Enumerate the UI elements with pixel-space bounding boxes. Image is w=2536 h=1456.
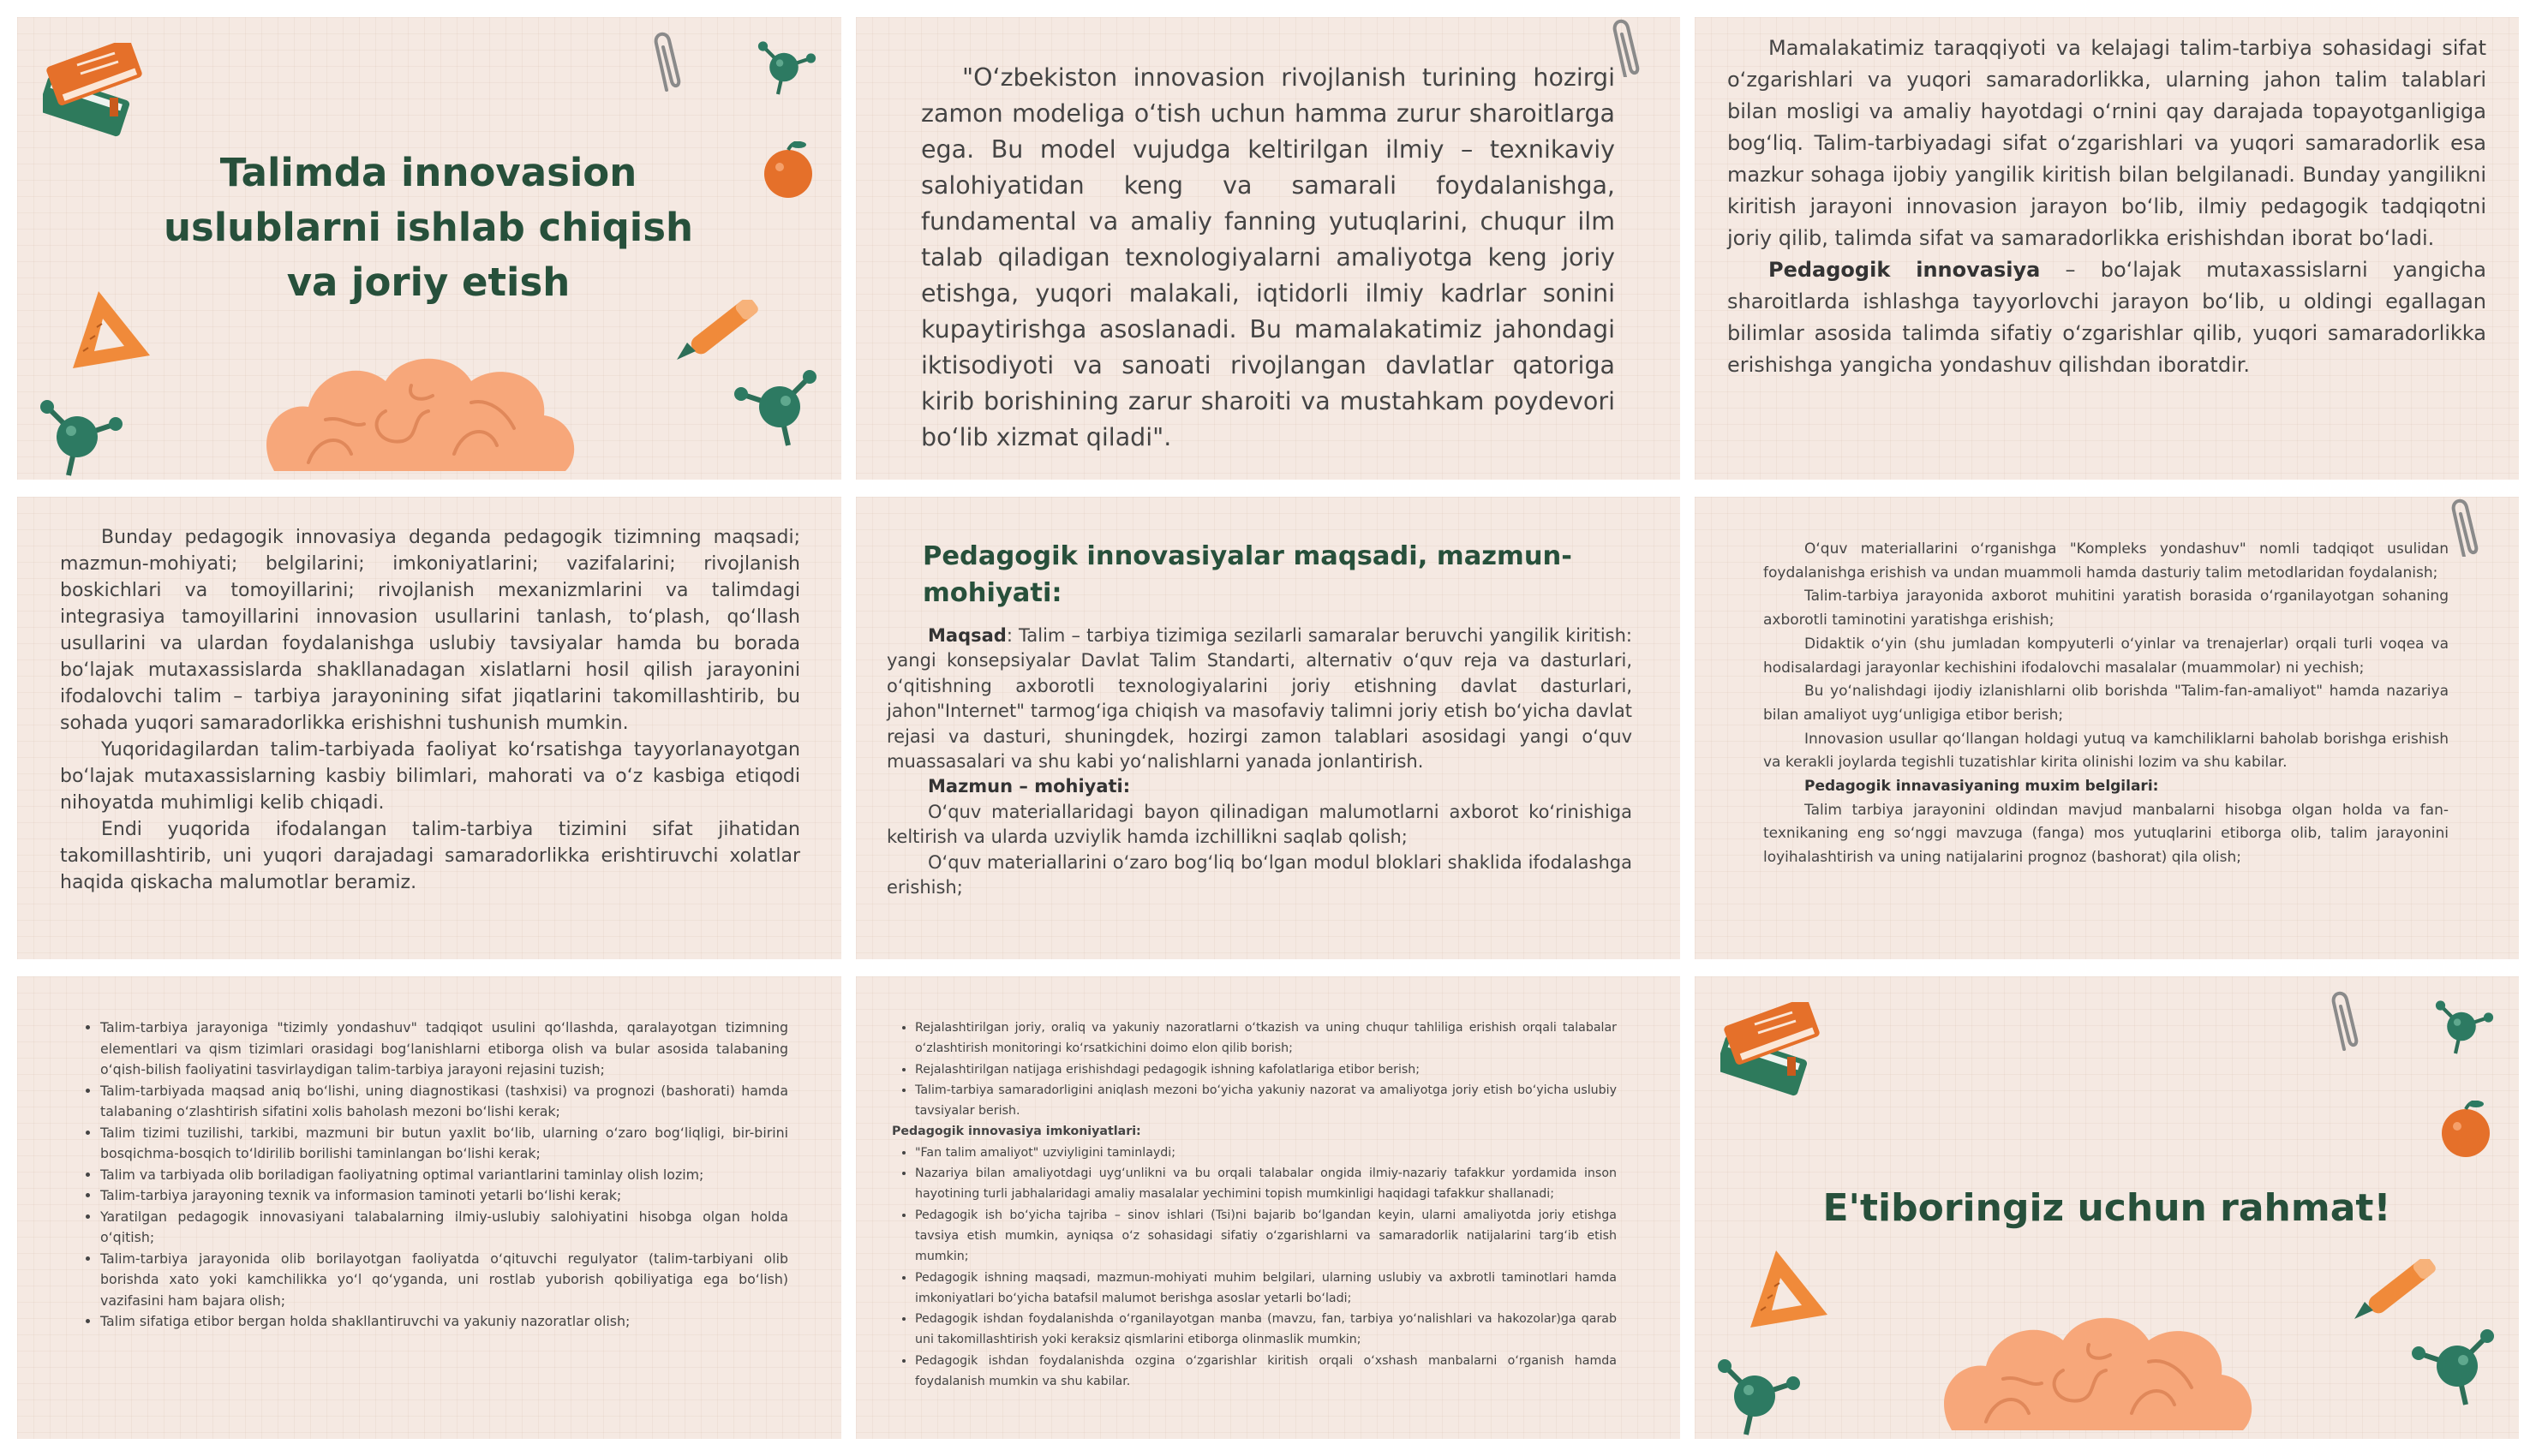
paragraph: Yuqoridagilardan talim-tarbiyada faoliyat ko‘rsatishga tayyorlanayotgan bo‘lajak mutaxassislarning kasbiy bilimlari, mahorati va o‘z kasbiga etiqodi nihoyatda muhimligi kelib chiqadi. bbox=[60, 739, 800, 814]
paragraph: Innovasion usullar qo‘llangan holdagi yutuq va kamchiliklarni baholab borishga erishish va kerakli joylarda tegishli tuzatishlar kirita olinishi lozim va shu kabilar. bbox=[1763, 730, 2449, 772]
list-item: • Pedagogik ishning maqsadi, mazmun-mohiyati muhim belgilari, ularning uslubiy va axbrotli taminotlari hamda imkoniyatlari bo‘yicha batafsil malumot berishga asoslar yetarli bo‘ladi; bbox=[915, 1268, 1617, 1310]
list-item: • Rejalashtirilgan joriy, oraliq va yakuniy nazoratlarni o‘tkazish va uning chuqur tahliliga erishish orqali talabalar o‘zlashtirish monitoringi ko‘rsatkichini doimo elon qilib borish; bbox=[915, 1017, 1617, 1059]
slide-quote bbox=[856, 17, 1680, 480]
molecule-icon bbox=[728, 360, 840, 462]
section-heading: Pedagogik innovasiya imkoniyatlari: bbox=[892, 1125, 1141, 1139]
bullet-list bbox=[77, 1017, 788, 1333]
list-item: • Talim-tarbiya jarayoning texnik va informasion taminoti yetarli bo‘lishi kerak; bbox=[100, 1185, 788, 1207]
ruler-icon bbox=[1742, 1250, 1853, 1345]
text-block bbox=[1727, 33, 2486, 381]
quote-text: "O‘zbekiston innovasion rivojlanish turining hozirgi zamon modeliga o‘tish uchun hamma zurur sharoitlarga ega. Bu model vujudga keltirilgan ilmiy – texnikaviy salohiyatidan keng va samarali foydalanishga, fundamental va amaliy fanning yutuqlarini, chuqur ilm talab qiladigan texnologiyalarni amaliyotga keng joriy etishga, yuqori malakali, iqtidorli ilmiy kadrlar sonini kupaytirishga asoslanadi. Bu mamalakatimiz jahondagi iktisodiyoti va sanoati rivojlangan davlatlar qatoriga kirib borishining zarur sharoiti va mustahkam poydevori bo‘lib xizmat qiladi". bbox=[921, 63, 1615, 451]
bold-term: Maqsad bbox=[928, 625, 1007, 646]
paragraph: Talim-tarbiya jarayonida axborot muhitini yaratish borasida o‘rganilayotgan sohaning axborotli taminotini yaratishga erishish; bbox=[1763, 588, 2449, 630]
text-block bbox=[1763, 538, 2449, 870]
bullet-list bbox=[892, 1017, 1617, 1121]
list-item: • Pedagogik ishdan foydalanishda ozgina o‘zgarishlar kiritish orqali o‘xshash manbalarni o‘rganish hamda foydalanish mumkin va shu kabilar. bbox=[915, 1351, 1617, 1393]
slide-innovation-intro bbox=[1695, 17, 2519, 480]
paragraph: Didaktik o‘yin (shu jumladan kompyuterli o‘yinlar va trenajerlar) orqali turli voqea va hodisalardagi jarayonlar kechishini ifodalovchi masalalar (muammolar) ni yechish; bbox=[1763, 635, 2449, 677]
books-icon bbox=[1720, 1002, 1840, 1096]
slide-thanks bbox=[1695, 976, 2519, 1439]
paragraph bbox=[1763, 775, 2449, 799]
slide-goals bbox=[856, 497, 1680, 959]
bold-term: Pedagogik innovasiya bbox=[1768, 258, 2041, 282]
thanks-title: E'tiboringiz uchun rahmat! bbox=[1822, 1186, 2391, 1230]
bold-term: Mazmun – mohiyati: bbox=[928, 776, 1131, 797]
molecule-icon bbox=[2406, 1319, 2517, 1422]
paragraph: Endi yuqorida ifodalangan talim-tarbiya tizimini sifat jihatidan takomillashtirib, uni yuqori darajadagi samaradorlikka erishtiruvchi xolatlar haqida qiskacha malumotlar beramiz. bbox=[60, 819, 800, 893]
paperclip-icon bbox=[2449, 497, 2491, 557]
text-block bbox=[887, 538, 1632, 900]
slide-methods bbox=[1695, 497, 2519, 959]
text-block bbox=[60, 524, 800, 896]
slide-title bbox=[17, 17, 841, 480]
list-item: • Talim tizimi tuzilishi, tarkibi, mazmuni bir butun yaxlit bo‘lib, ularning o‘zaro bog‘liqligi, bir-birini bosqichma-bosqich to‘ldirilib borilishi taminlangan bo‘lishi kerak; bbox=[100, 1123, 788, 1165]
list-item: • "Fan talim amaliyot" uzviyligini taminlaydi; bbox=[915, 1143, 1617, 1163]
molecule-icon bbox=[754, 34, 840, 120]
list-item: • Pedagogik ishdan foydalanishda o‘rganilayotgan manba (mavzu, fan, tarbiya yo‘nalishlari va hakozolar)ga qarab uni takomillashtirish yoki keraksiz qismlarini etiborga olinmaslik mumkin; bbox=[915, 1309, 1617, 1351]
paperclip-icon bbox=[2329, 989, 2372, 1066]
paragraph-rest: – bo‘lajak mutaxassislarni yangicha sharoitlarda ishlashga tayyorlovchi jarayon bo‘lib, u oldingi egallagan bilimlar asosida talimda sifatiy o‘zgarishlar qilib, yuqori samaradorlikka erishishga yangicha yondashuv qilishdan iboratdir. bbox=[1727, 258, 2487, 377]
slide-requirements bbox=[17, 976, 841, 1439]
text-block bbox=[892, 1017, 1617, 1392]
paragraph: O‘quv materiallarini o‘rganishga "Kompleks yondashuv" nomli tadqiqot usulidan foydalanishga erishish va undan muammoli hamda dasturiy talim metodlaridan foydalanish; bbox=[1763, 540, 2449, 582]
apple-icon bbox=[2440, 1101, 2500, 1169]
bold-term: Pedagogik innavasiyaning muxim belgilari: bbox=[1804, 778, 2159, 796]
list-item: • Talim-tarbiya samaradorligini aniqlash mezoni bo‘yicha yakuniy nazorat va amaliyotga joriy etish bo‘yicha uslubiy tavsiyalar berish. bbox=[915, 1080, 1617, 1122]
paragraph: O‘quv materiallarini o‘zaro bog‘liq bo‘lgan modul bloklari shaklida ifodalashga erishish; bbox=[887, 851, 1632, 898]
paperclip-icon bbox=[1610, 17, 1653, 77]
books-icon bbox=[43, 43, 163, 137]
list-item: • Talim sifatiga etibor bergan holda shakllantiruvchi va yakuniy nazoratlar olish; bbox=[100, 1311, 788, 1333]
page-title: Talimda innovasion uslublarni ishlab chiqish va joriy etish bbox=[163, 150, 694, 305]
paragraph bbox=[887, 774, 1632, 799]
apple-icon bbox=[763, 141, 822, 210]
list-item: • Rejalashtirilgan natijaga erishishdagi pedagogik ishning kafolatlariga etibor berish; bbox=[915, 1059, 1617, 1080]
list-item: • Talim-tarbiyada maqsad aniq bo‘lishi, uning diagnostikasi (tashxisi) va prognozi (bashorati) hamda talabaning o‘zlashtirish sifatini xolis baholash mezoni bo‘lishi kerak; bbox=[100, 1081, 788, 1123]
section-heading: Pedagogik innovasiyalar maqsadi, mazmun-mohiyati: bbox=[923, 541, 1572, 608]
brain-icon bbox=[1935, 1293, 2260, 1439]
paragraph: O‘quv materiallaridagi bayon qilinadigan malumotlarni axborot ko‘rinishiga keltirish va ularda uzviylik hamda izchillikni saqlab qolish; bbox=[887, 801, 1632, 848]
paragraph: Talim tarbiya jarayonini oldindan mavjud manbalarni hisobga olgan holda va fan-texnikaning eng so‘nggi mavzuga (fanga) mos yutuqlarini etiborga olib, talim jarayonini loyihalashtirish va uning natijalarini prognoz (bashorat) qila olish; bbox=[1763, 801, 2449, 867]
list-item: • Talim-tarbiya jarayonida olib borilayotgan faoliyatda o‘qituvchi regulyator (talim-tarbiyani olib borishda xato yoki kamchilikka yo‘l qo‘yganda, uni rostlab yuborish qobiliyatiga ega bo‘lish) vazifasini ham bajara olish; bbox=[100, 1249, 788, 1312]
slide-pedagogical-innovation bbox=[17, 497, 841, 959]
molecule-icon bbox=[1712, 1349, 1815, 1439]
text-block bbox=[77, 1017, 788, 1333]
slide-possibilities bbox=[856, 976, 1680, 1439]
list-item: • Pedagogik ish bo‘yicha tajriba – sinov ishlari (Tsi)ni bajarib bo‘lgandan keyin, ularni amaliyotda joriy etishga tavsiya etish mumkin, ayniqsa o‘z sohasidagi sifatiy o‘zgarishlarni va samaradorlik natijalarini targ‘ib etish mumkin; bbox=[915, 1205, 1617, 1268]
paragraph: Bunday pedagogik innovasiya deganda pedagogik tizimning maqsadi; mazmun-mohiyati; belgilarini; imkoniyatlarini; vazifalarini; rivojlanish boskichlari va tomoyillarini; rivojlanish mexanizmlarini va talimdagi integrasiya tamoyillarini innovasion usullarini tanlash, to‘plash, qo‘llash usullarini va ulardan foydalanishga uslubiy tavsiyalar hamda bu borada bo‘lajak mutaxassislarda shakllanadagan xislatlarni hosil qilish jarayonini ifodalovchi talim – tarbiya jarayonining sifat jiqatlarini takomillashtirib, bu sohada yuqori samaradorlikka erishishni tushunish mumkin. bbox=[60, 527, 800, 734]
list-item: • Talim va tarbiyada olib boriladigan faoliyatning optimal variantlarini taminlay olish lozim; bbox=[100, 1165, 788, 1186]
list-item: • Nazariya bilan amaliyotdagi uyg‘unlikni va bu orqali talabalar ongida ilmiy-nazariy tafakkur yordamida inson hayotining turli jabhalaridagi amaliy masalalar yechimini topish mumkinligi haqidagi tafakkur shallanadi; bbox=[915, 1163, 1617, 1205]
brain-icon bbox=[257, 334, 583, 480]
paragraph bbox=[887, 624, 1632, 774]
paragraph-rest: : Talim – tarbiya tizimiga sezilarli samaralar beruvchi yangilik kiritish: yangi konsepsiyalar Davlat Talim Standarti, alternativ o‘quv reja va dasturlari, o‘qitishning axborotli texnologiyalarini joriy etishning davlat dasturlari, jahon"Internet" tarmog‘iga chiqish va masofaviy talimni joriy etish bo‘yicha davlat rejasi va dasturi, shuningdek, hozirgi zamon talablari asosidagi yangi o‘quv muassasalari va shu kabi yo‘nalishlarni yanada jonlantirish. bbox=[887, 625, 1632, 773]
bullet-list bbox=[892, 1143, 1617, 1393]
list-item: • Yaratilgan pedagogik innovasiyani talabalarning ilmiy-uslubiy salohiyatini hisobga olgan holda o‘qitish; bbox=[100, 1207, 788, 1249]
molecule-icon bbox=[34, 390, 137, 480]
list-item: • Talim-tarbiya jarayoniga "tizimly yondashuv" tadqiqot usulini qo‘llashda, qaralayotgan tizimning elementlari va qism tizimlari orasidagi bog‘lanishlarni etiborga olish va bular asosida talabaning o‘qish-bilish faoliyatini tasvirlaydigan talim-tarbiya jarayoni rejasini tuzish; bbox=[100, 1017, 788, 1081]
paragraph: Bu yo‘nalishdagi ijodiy izlanishlarni olib borishda "Talim-fan-amaliyot" hamda nazariya bilan amaliyot uyg‘unligiga etibor berish; bbox=[1763, 683, 2449, 724]
paperclip-icon bbox=[651, 30, 694, 107]
paragraph: Mamalakatimiz taraqqiyoti va kelajagi talim-tarbiya sohasidagi sifat o‘zgarishlari va yuqori samaradorlikka, ularning jahon talim talablari bilan mosligi va amaliy hayotdagi o‘rnini qay darajada topayotganligiga bog‘liq. Talim-tarbiyadagi sifat o‘zgarishlari va yuqori samaradorlik esa mazkur sohaga ijobiy yangilik kiritish bilan belgilanadi. Bunday yangilikni kiritish jarayoni innovasion jarayon bo‘lib, ilmiy pedagogik tadqiqotni joriy qilib, talimda sifat va samaradorlikka erishishdan iborat bo‘ladi. bbox=[1727, 36, 2486, 250]
quote-block bbox=[921, 60, 1615, 456]
molecule-icon bbox=[2431, 994, 2517, 1079]
paragraph bbox=[1727, 254, 2486, 381]
